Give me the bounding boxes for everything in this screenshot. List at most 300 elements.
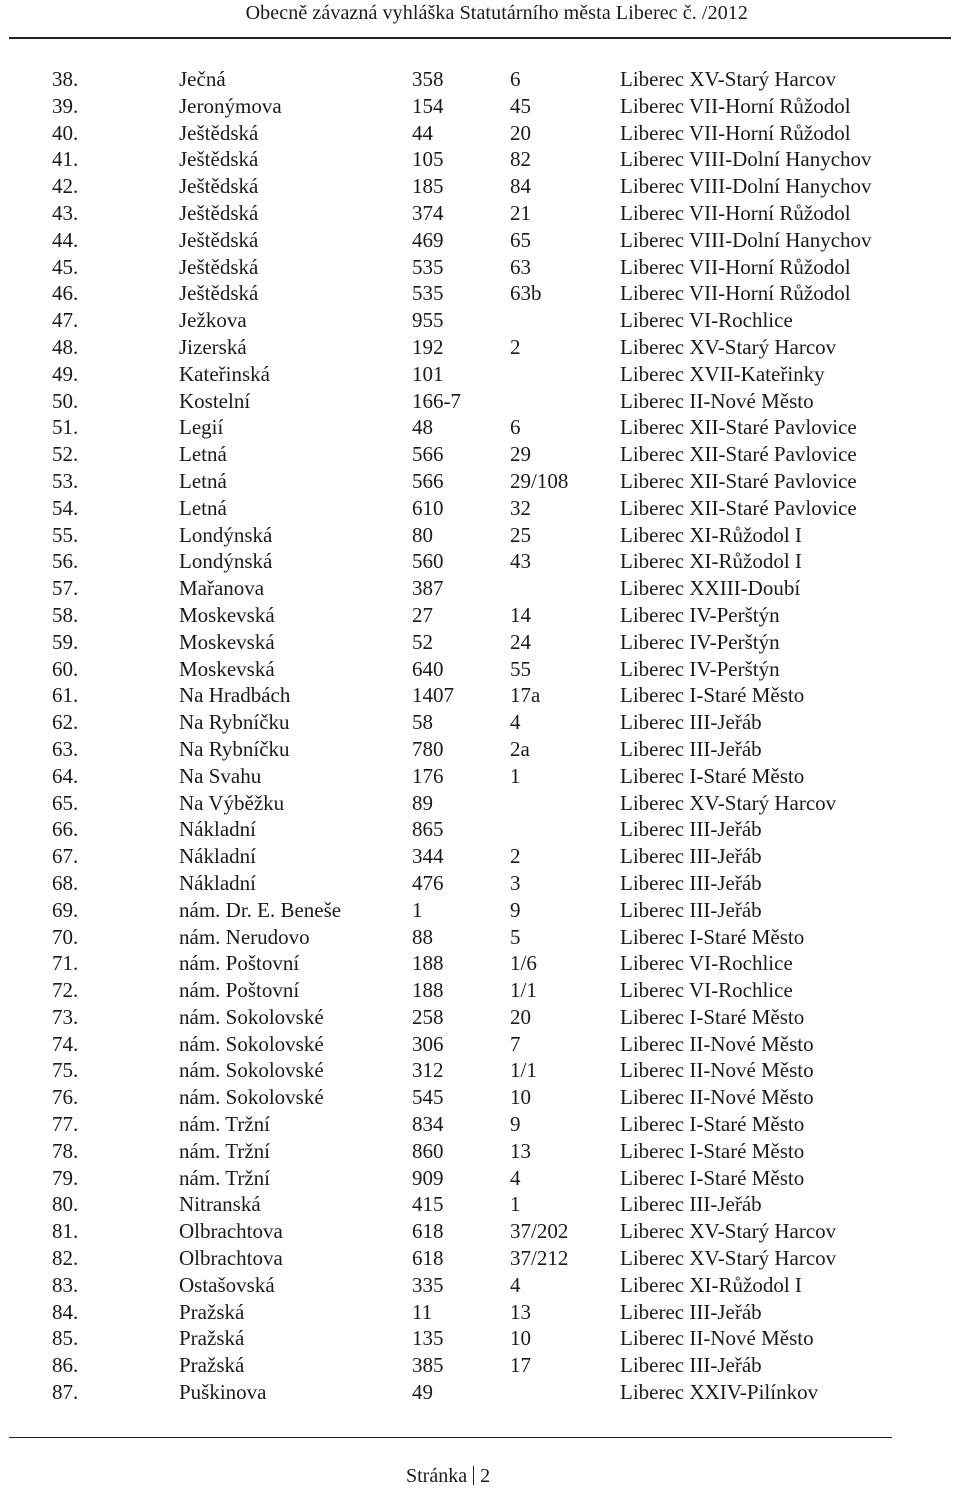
table-row <box>0 924 940 951</box>
row-number: 44. <box>52 227 79 252</box>
descriptive-number: 535 <box>412 254 444 279</box>
descriptive-number: 780 <box>412 736 444 761</box>
table-row <box>0 1379 940 1406</box>
descriptive-number: 105 <box>412 147 444 172</box>
row-number: 81. <box>52 1219 79 1244</box>
page-label: Stránka <box>406 1465 468 1487</box>
city-district: Liberec VIII-Dolní Hanychov <box>620 174 872 199</box>
street-name: Ještědská <box>179 200 259 225</box>
table-row <box>0 1299 940 1326</box>
descriptive-number: 535 <box>412 281 444 306</box>
table-row <box>0 736 940 763</box>
table-row <box>0 334 940 361</box>
table-row <box>0 1191 940 1218</box>
city-district: Liberec II-Nové Město <box>620 1031 814 1056</box>
street-name: nám. Dr. E. Beneše <box>179 897 342 922</box>
table-row <box>0 280 940 307</box>
street-name: Ještědská <box>179 174 259 199</box>
descriptive-number: 27 <box>412 602 433 627</box>
descriptive-number: 185 <box>412 174 444 199</box>
orientation-number: 24 <box>510 629 531 654</box>
row-number: 57. <box>52 576 79 601</box>
descriptive-number: 374 <box>412 200 444 225</box>
orientation-number: 1/1 <box>510 978 537 1003</box>
row-number: 85. <box>52 1326 79 1351</box>
descriptive-number: 545 <box>412 1085 444 1110</box>
street-name: Legií <box>179 415 224 440</box>
descriptive-number: 44 <box>412 120 433 145</box>
street-name: Na Rybníčku <box>179 710 290 735</box>
city-district: Liberec XV-Starý Harcov <box>620 67 837 91</box>
orientation-number: 37/202 <box>510 1219 569 1244</box>
city-district: Liberec III-Jeřáb <box>620 844 762 869</box>
street-name: Mařanova <box>179 576 265 601</box>
footer-separator <box>473 1466 474 1485</box>
city-district: Liberec XI-Růžodol I <box>620 1272 802 1297</box>
descriptive-number: 909 <box>412 1165 444 1190</box>
row-number: 68. <box>52 870 79 895</box>
table-row <box>0 682 940 709</box>
descriptive-number: 306 <box>412 1031 444 1056</box>
row-number: 70. <box>52 924 79 949</box>
city-district: Liberec VIII-Dolní Hanychov <box>620 147 872 172</box>
address-table <box>0 66 940 1406</box>
table-row <box>0 1245 940 1272</box>
descriptive-number: 610 <box>412 495 444 520</box>
orientation-number: 13 <box>510 1138 531 1163</box>
street-name: Pražská <box>179 1299 245 1324</box>
descriptive-number: 358 <box>412 67 444 91</box>
street-name: Pražská <box>179 1326 245 1351</box>
row-number: 39. <box>52 93 79 118</box>
street-name: Nákladní <box>179 870 256 895</box>
table-row <box>0 1165 940 1192</box>
descriptive-number: 618 <box>412 1219 444 1244</box>
orientation-number: 9 <box>510 1112 521 1137</box>
orientation-number: 4 <box>510 1272 521 1297</box>
orientation-number: 17 <box>510 1353 531 1378</box>
city-district: Liberec VI-Rochlice <box>620 951 793 976</box>
city-district: Liberec I-Staré Město <box>620 1165 805 1190</box>
orientation-number: 37/212 <box>510 1246 569 1271</box>
table-row <box>0 468 940 495</box>
street-name: Ještědská <box>179 254 259 279</box>
orientation-number: 2 <box>510 334 521 359</box>
city-district: Liberec VII-Horní Růžodol <box>620 120 851 145</box>
orientation-number <box>510 388 620 415</box>
row-number: 80. <box>52 1192 79 1217</box>
orientation-number: 14 <box>510 602 531 627</box>
table-row <box>0 897 940 924</box>
city-district: Liberec I-Staré Město <box>620 924 805 949</box>
row-number: 65. <box>52 790 79 815</box>
street-name: nám. Sokolovské <box>179 1085 324 1110</box>
row-number: 53. <box>52 468 79 493</box>
orientation-number: 29/108 <box>510 468 569 493</box>
table-row <box>0 709 940 736</box>
table-row <box>0 388 940 415</box>
street-name: Nitranská <box>179 1192 261 1217</box>
city-district: Liberec I-Staré Město <box>620 1112 805 1137</box>
descriptive-number: 640 <box>412 656 444 681</box>
street-name: Ostašovská <box>179 1272 275 1297</box>
descriptive-number: 88 <box>412 924 433 949</box>
address-table-body <box>0 66 940 1406</box>
descriptive-number: 52 <box>412 629 433 654</box>
street-name: nám. Nerudovo <box>179 924 310 949</box>
descriptive-number: 344 <box>412 844 444 869</box>
table-row <box>0 120 940 147</box>
city-district: Liberec III-Jeřáb <box>620 897 762 922</box>
orientation-number: 45 <box>510 93 531 118</box>
city-district: Liberec XI-Růžodol I <box>620 549 802 574</box>
city-district: Liberec I-Staré Město <box>620 1138 805 1163</box>
street-name: Kateřinská <box>179 361 270 386</box>
row-number: 52. <box>52 442 79 467</box>
city-district: Liberec VI-Rochlice <box>620 308 793 333</box>
descriptive-number: 312 <box>412 1058 444 1083</box>
descriptive-number: 1 <box>412 897 423 922</box>
city-district: Liberec III-Jeřáb <box>620 1353 762 1378</box>
city-district: Liberec III-Jeřáb <box>620 817 762 842</box>
orientation-number: 2 <box>510 844 521 869</box>
descriptive-number: 860 <box>412 1138 444 1163</box>
street-name: Ještědská <box>179 120 259 145</box>
city-district: Liberec XXIII-Doubí <box>620 576 801 601</box>
city-district: Liberec IV-Perštýn <box>620 656 780 681</box>
row-number: 47. <box>52 308 79 333</box>
table-row <box>0 575 940 602</box>
row-number: 58. <box>52 602 79 627</box>
row-number: 61. <box>52 683 79 708</box>
row-number: 59. <box>52 629 79 654</box>
table-row <box>0 1111 940 1138</box>
orientation-number: 84 <box>510 174 531 199</box>
table-row <box>0 1057 940 1084</box>
table-row <box>0 307 940 334</box>
city-district: Liberec VIII-Dolní Hanychov <box>620 227 872 252</box>
descriptive-number: 258 <box>412 1004 444 1029</box>
table-row <box>0 950 940 977</box>
footer-divider <box>9 1437 892 1438</box>
street-name: Na Rybníčku <box>179 736 290 761</box>
street-name: Puškinova <box>179 1380 267 1405</box>
table-row <box>0 1031 940 1058</box>
city-district: Liberec VI-Rochlice <box>620 978 793 1003</box>
table-row <box>0 522 940 549</box>
orientation-number: 9 <box>510 897 521 922</box>
row-number: 77. <box>52 1112 79 1137</box>
descriptive-number: 476 <box>412 870 444 895</box>
table-row <box>0 790 940 817</box>
orientation-number: 10 <box>510 1326 531 1351</box>
street-name: nám. Poštovní <box>179 978 300 1003</box>
table-row <box>0 93 940 120</box>
descriptive-number: 618 <box>412 1246 444 1271</box>
row-number: 72. <box>52 978 79 1003</box>
table-row <box>0 227 940 254</box>
city-district: Liberec VII-Horní Růžodol <box>620 200 851 225</box>
street-name: nám. Sokolovské <box>179 1058 324 1083</box>
city-district: Liberec II-Nové Město <box>620 1326 814 1351</box>
orientation-number: 13 <box>510 1299 531 1324</box>
row-number: 75. <box>52 1058 79 1083</box>
street-name: Moskevská <box>179 629 275 654</box>
orientation-number: 63b <box>510 281 542 306</box>
orientation-number: 1/1 <box>510 1058 537 1083</box>
row-number: 38. <box>52 67 79 91</box>
city-district: Liberec XXIV-Pilínkov <box>620 1380 819 1405</box>
row-number: 82. <box>52 1246 79 1271</box>
row-number: 83. <box>52 1272 79 1297</box>
page-number: 2 <box>480 1465 491 1487</box>
descriptive-number: 89 <box>412 790 433 815</box>
city-district: Liberec II-Nové Město <box>620 388 814 413</box>
descriptive-number: 188 <box>412 951 444 976</box>
orientation-number <box>510 1379 620 1406</box>
city-district: Liberec III-Jeřáb <box>620 736 762 761</box>
descriptive-number: 955 <box>412 308 444 333</box>
city-district: Liberec XII-Staré Pavlovice <box>620 415 857 440</box>
street-name: Ježkova <box>179 308 247 333</box>
street-name: Ještědská <box>179 227 259 252</box>
table-row <box>0 1325 940 1352</box>
orientation-number: 82 <box>510 147 531 172</box>
city-district: Liberec XVII-Kateřinky <box>620 361 825 386</box>
table-row <box>0 656 940 683</box>
descriptive-number: 101 <box>412 361 444 386</box>
orientation-number: 17a <box>510 683 541 708</box>
orientation-number: 7 <box>510 1031 521 1056</box>
descriptive-number: 335 <box>412 1272 444 1297</box>
orientation-number: 63 <box>510 254 531 279</box>
table-row <box>0 602 940 629</box>
orientation-number: 20 <box>510 1004 531 1029</box>
descriptive-number: 834 <box>412 1112 444 1137</box>
street-name: Moskevská <box>179 602 275 627</box>
city-district: Liberec VII-Horní Růžodol <box>620 254 851 279</box>
row-number: 40. <box>52 120 79 145</box>
table-row <box>0 629 940 656</box>
orientation-number: 6 <box>510 67 521 91</box>
table-row <box>0 1352 940 1379</box>
table-row <box>0 254 940 281</box>
table-row <box>0 1138 940 1165</box>
city-district: Liberec XV-Starý Harcov <box>620 334 837 359</box>
row-number: 48. <box>52 334 79 359</box>
descriptive-number: 11 <box>412 1299 433 1324</box>
table-row <box>0 977 940 1004</box>
orientation-number: 55 <box>510 656 531 681</box>
city-district: Liberec XII-Staré Pavlovice <box>620 468 857 493</box>
row-number: 56. <box>52 549 79 574</box>
row-number: 54. <box>52 495 79 520</box>
street-name: Moskevská <box>179 656 275 681</box>
table-row <box>0 441 940 468</box>
row-number: 69. <box>52 897 79 922</box>
street-name: Olbrachtova <box>179 1219 283 1244</box>
row-number: 42. <box>52 174 79 199</box>
descriptive-number: 1407 <box>412 683 454 708</box>
descriptive-number: 415 <box>412 1192 444 1217</box>
row-number: 43. <box>52 200 79 225</box>
descriptive-number: 385 <box>412 1353 444 1378</box>
descriptive-number: 166-7 <box>412 388 461 413</box>
street-name: nám. Tržní <box>179 1112 271 1137</box>
street-name: Olbrachtova <box>179 1246 283 1271</box>
descriptive-number: 188 <box>412 978 444 1003</box>
city-district: Liberec VII-Horní Růžodol <box>620 93 851 118</box>
row-number: 41. <box>52 147 79 172</box>
orientation-number <box>510 816 620 843</box>
descriptive-number: 566 <box>412 468 444 493</box>
descriptive-number: 387 <box>412 576 444 601</box>
table-row <box>0 843 940 870</box>
orientation-number: 3 <box>510 870 521 895</box>
descriptive-number: 80 <box>412 522 433 547</box>
table-row <box>0 66 940 93</box>
street-name: Ještědská <box>179 147 259 172</box>
header-divider <box>9 37 951 39</box>
street-name: Nákladní <box>179 844 256 869</box>
row-number: 64. <box>52 763 79 788</box>
orientation-number: 32 <box>510 495 531 520</box>
descriptive-number: 192 <box>412 334 444 359</box>
orientation-number: 29 <box>510 442 531 467</box>
row-number: 55. <box>52 522 79 547</box>
row-number: 79. <box>52 1165 79 1190</box>
descriptive-number: 566 <box>412 442 444 467</box>
row-number: 45. <box>52 254 79 279</box>
city-district: Liberec XV-Starý Harcov <box>620 790 837 815</box>
city-district: Liberec III-Jeřáb <box>620 1192 762 1217</box>
table-row <box>0 816 940 843</box>
row-number: 62. <box>52 710 79 735</box>
descriptive-number: 48 <box>412 415 433 440</box>
city-district: Liberec II-Nové Město <box>620 1058 814 1083</box>
street-name: Ještědská <box>179 281 259 306</box>
street-name: Na Hradbách <box>179 683 291 708</box>
street-name: Ječná <box>179 67 226 91</box>
orientation-number: 21 <box>510 200 531 225</box>
row-number: 60. <box>52 656 79 681</box>
orientation-number: 4 <box>510 710 521 735</box>
row-number: 51. <box>52 415 79 440</box>
descriptive-number: 154 <box>412 93 444 118</box>
orientation-number <box>510 790 620 817</box>
orientation-number: 6 <box>510 415 521 440</box>
street-name: nám. Sokolovské <box>179 1031 324 1056</box>
street-name: nám. Tržní <box>179 1138 271 1163</box>
city-district: Liberec XII-Staré Pavlovice <box>620 442 857 467</box>
street-name: Letná <box>179 468 227 493</box>
descriptive-number: 58 <box>412 710 433 735</box>
table-row <box>0 495 940 522</box>
street-name: Jeronýmova <box>179 93 282 118</box>
city-district: Liberec III-Jeřáb <box>620 870 762 895</box>
city-district: Liberec III-Jeřáb <box>620 710 762 735</box>
city-district: Liberec I-Staré Město <box>620 1004 805 1029</box>
city-district: Liberec I-Staré Město <box>620 763 805 788</box>
city-district: Liberec XI-Růžodol I <box>620 522 802 547</box>
orientation-number: 10 <box>510 1085 531 1110</box>
city-district: Liberec IV-Perštýn <box>620 629 780 654</box>
table-row <box>0 1272 940 1299</box>
orientation-number: 2a <box>510 736 530 761</box>
descriptive-number: 560 <box>412 549 444 574</box>
orientation-number <box>510 307 620 334</box>
table-row <box>0 763 940 790</box>
street-name: Jizerská <box>179 334 247 359</box>
orientation-number <box>510 361 620 388</box>
street-name: Nákladní <box>179 817 256 842</box>
row-number: 63. <box>52 736 79 761</box>
orientation-number: 5 <box>510 924 521 949</box>
table-row <box>0 1004 940 1031</box>
table-row <box>0 200 940 227</box>
row-number: 74. <box>52 1031 79 1056</box>
street-name: nám. Sokolovské <box>179 1004 324 1029</box>
row-number: 46. <box>52 281 79 306</box>
orientation-number: 1 <box>510 1192 521 1217</box>
document-header-title: Obecně závazná vyhláška Statutárního města Liberec č. /2012 <box>245 2 748 24</box>
descriptive-number: 865 <box>412 817 444 842</box>
row-number: 73. <box>52 1004 79 1029</box>
table-row <box>0 1218 940 1245</box>
street-name: Londýnská <box>179 549 273 574</box>
descriptive-number: 469 <box>412 227 444 252</box>
city-district: Liberec XV-Starý Harcov <box>620 1246 837 1271</box>
city-district: Liberec I-Staré Město <box>620 683 805 708</box>
table-row <box>0 870 940 897</box>
row-number: 49. <box>52 361 79 386</box>
row-number: 71. <box>52 951 79 976</box>
street-name: nám. Tržní <box>179 1165 271 1190</box>
orientation-number: 1/6 <box>510 951 537 976</box>
descriptive-number: 135 <box>412 1326 444 1351</box>
descriptive-number: 49 <box>412 1380 433 1405</box>
descriptive-number: 176 <box>412 763 444 788</box>
orientation-number: 25 <box>510 522 531 547</box>
street-name: nám. Poštovní <box>179 951 300 976</box>
city-district: Liberec XV-Starý Harcov <box>620 1219 837 1244</box>
city-district: Liberec IV-Perštýn <box>620 602 780 627</box>
table-row <box>0 173 940 200</box>
row-number: 67. <box>52 844 79 869</box>
row-number: 86. <box>52 1353 79 1378</box>
orientation-number: 20 <box>510 120 531 145</box>
city-district: Liberec XII-Staré Pavlovice <box>620 495 857 520</box>
street-name: Londýnská <box>179 522 273 547</box>
table-row <box>0 146 940 173</box>
row-number: 87. <box>52 1380 79 1405</box>
orientation-number: 43 <box>510 549 531 574</box>
table-row <box>0 1084 940 1111</box>
orientation-number <box>510 575 620 602</box>
row-number: 50. <box>52 388 79 413</box>
street-name: Na Svahu <box>179 763 262 788</box>
row-number: 66. <box>52 817 79 842</box>
orientation-number: 1 <box>510 763 521 788</box>
row-number: 76. <box>52 1085 79 1110</box>
city-district: Liberec VII-Horní Růžodol <box>620 281 851 306</box>
row-number: 78. <box>52 1138 79 1163</box>
orientation-number: 4 <box>510 1165 521 1190</box>
table-row <box>0 414 940 441</box>
page-footer <box>406 1465 490 1488</box>
street-name: Pražská <box>179 1353 245 1378</box>
city-district: Liberec II-Nové Město <box>620 1085 814 1110</box>
